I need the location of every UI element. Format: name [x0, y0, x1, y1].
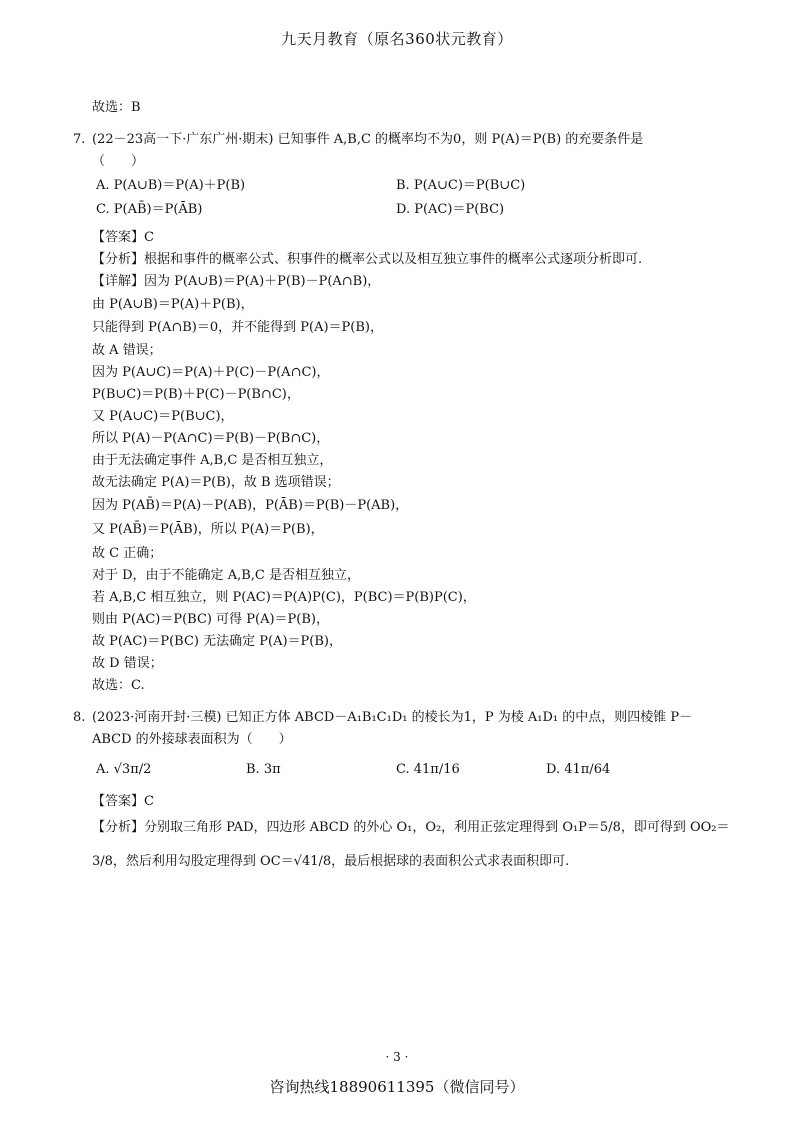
q8-option-b: B. 3π — [246, 762, 281, 777]
q8-stem-line2: ABCD 的外接球表面积为（ ） — [92, 732, 292, 747]
q7-detail-line: 只能得到 P(A∩B)＝0，并不能得到 P(A)＝P(B)， — [92, 320, 383, 335]
q7-option-b: B. P(A∪C)＝P(B∪C) — [396, 178, 526, 193]
q7-detail-line: 故 A 错误； — [92, 343, 162, 358]
q7-detail-line: 因为 P(AB̄)＝P(A)－P(AB)，P(ĀB)＝P(B)－P(AB)， — [92, 498, 409, 513]
q8-number: 8. — [73, 710, 86, 725]
q7-detail-line: 则由 P(AC)＝P(BC) 可得 P(A)＝P(B)， — [92, 612, 329, 627]
q8-option-a: A. √3π/2 — [96, 762, 152, 777]
q7-detail-line: 由于无法确定事件 A,B,C 是否相互独立， — [92, 453, 333, 468]
q8-analysis-line1: 【分析】分别取三角形 PAD，四边形 ABCD 的外心 O₁，O₂，利用正弦定理得到 O₁P＝5/8，即可得到 OO₂＝ — [92, 820, 730, 835]
q8-answer: 【答案】C — [92, 794, 154, 809]
q8-option-c: C. 41π/16 — [396, 762, 460, 777]
q7-detail-line: 【详解】因为 P(A∪B)＝P(A)＋P(B)－P(A∩B)， — [92, 274, 381, 289]
q7-option-a: A. P(A∪B)＝P(A)＋P(B) — [96, 178, 246, 193]
q7-detail-line: 若 A,B,C 相互独立，则 P(AC)＝P(A)P(C)，P(BC)＝P(B)P(C)， — [92, 590, 476, 605]
q7-stem-line1: (22－23高一下·广东广州·期末) 已知事件 A,B,C 的概率均不为0，则 P(A)＝P(B) 的充要条件是 — [92, 132, 644, 147]
q7-answer: 【答案】C — [92, 230, 154, 245]
q7-number: 7. — [73, 132, 86, 147]
previous-answer: 故选：B — [92, 100, 141, 115]
q7-detail-line: 由 P(A∪B)＝P(A)＋P(B)， — [92, 297, 254, 312]
q7-option-d: D. P(AC)＝P(BC) — [396, 202, 505, 217]
q7-detail-line: 故 D 错误； — [92, 656, 163, 671]
page-header-title: 九天月教育（原名360状元教育） — [281, 30, 513, 48]
q8-analysis-line2: 3/8，然后利用勾股定理得到 OC＝√41/8，最后根据球的表面积公式求表面积即可. — [92, 854, 570, 869]
q7-detail-line: P(B∪C)＝P(B)＋P(C)－P(B∩C)， — [92, 387, 300, 402]
q7-detail-line: 故无法确定 P(A)＝P(B)，故 B 选项错误； — [92, 475, 340, 490]
q7-detail-line: 对于 D，由于不能确定 A,B,C 是否相互独立， — [92, 568, 360, 583]
q7-stem-line2: （ ） — [92, 154, 145, 169]
q7-detail-line: 又 P(A∪C)＝P(B∪C)， — [92, 409, 234, 424]
q7-option-c: C. P(AB̄)＝P(ĀB) — [96, 202, 203, 217]
q8-stem-line1: (2023·河南开封·三模) 已知正方体 ABCD－A₁B₁C₁D₁ 的棱长为1，P 为棱 A₁D₁ 的中点，则四棱锥 P－ — [92, 710, 693, 725]
footer-hotline: 咨询热线18890611395（微信同号） — [269, 1078, 525, 1096]
q7-detail-line: 又 P(AB̄)＝P(ĀB)，所以 P(A)＝P(B)， — [92, 522, 324, 537]
page-number: · 3 · — [385, 1050, 409, 1064]
q7-detail-line: 故 P(AC)＝P(BC) 无法确定 P(A)＝P(B)， — [92, 634, 342, 649]
q8-option-d: D. 41π/64 — [546, 762, 611, 777]
q7-detail-line: 故 C 正确； — [92, 546, 163, 561]
q7-analysis: 【分析】根据和事件的概率公式、积事件的概率公式以及相互独立事件的概率公式逐项分析即可. — [92, 252, 643, 267]
q7-detail-line: 所以 P(A)－P(A∩C)＝P(B)－P(B∩C)， — [92, 431, 330, 446]
q7-detail-line: 因为 P(A∪C)＝P(A)＋P(C)－P(A∩C)， — [92, 365, 330, 380]
q7-detail-line: 故选：C. — [92, 678, 145, 693]
